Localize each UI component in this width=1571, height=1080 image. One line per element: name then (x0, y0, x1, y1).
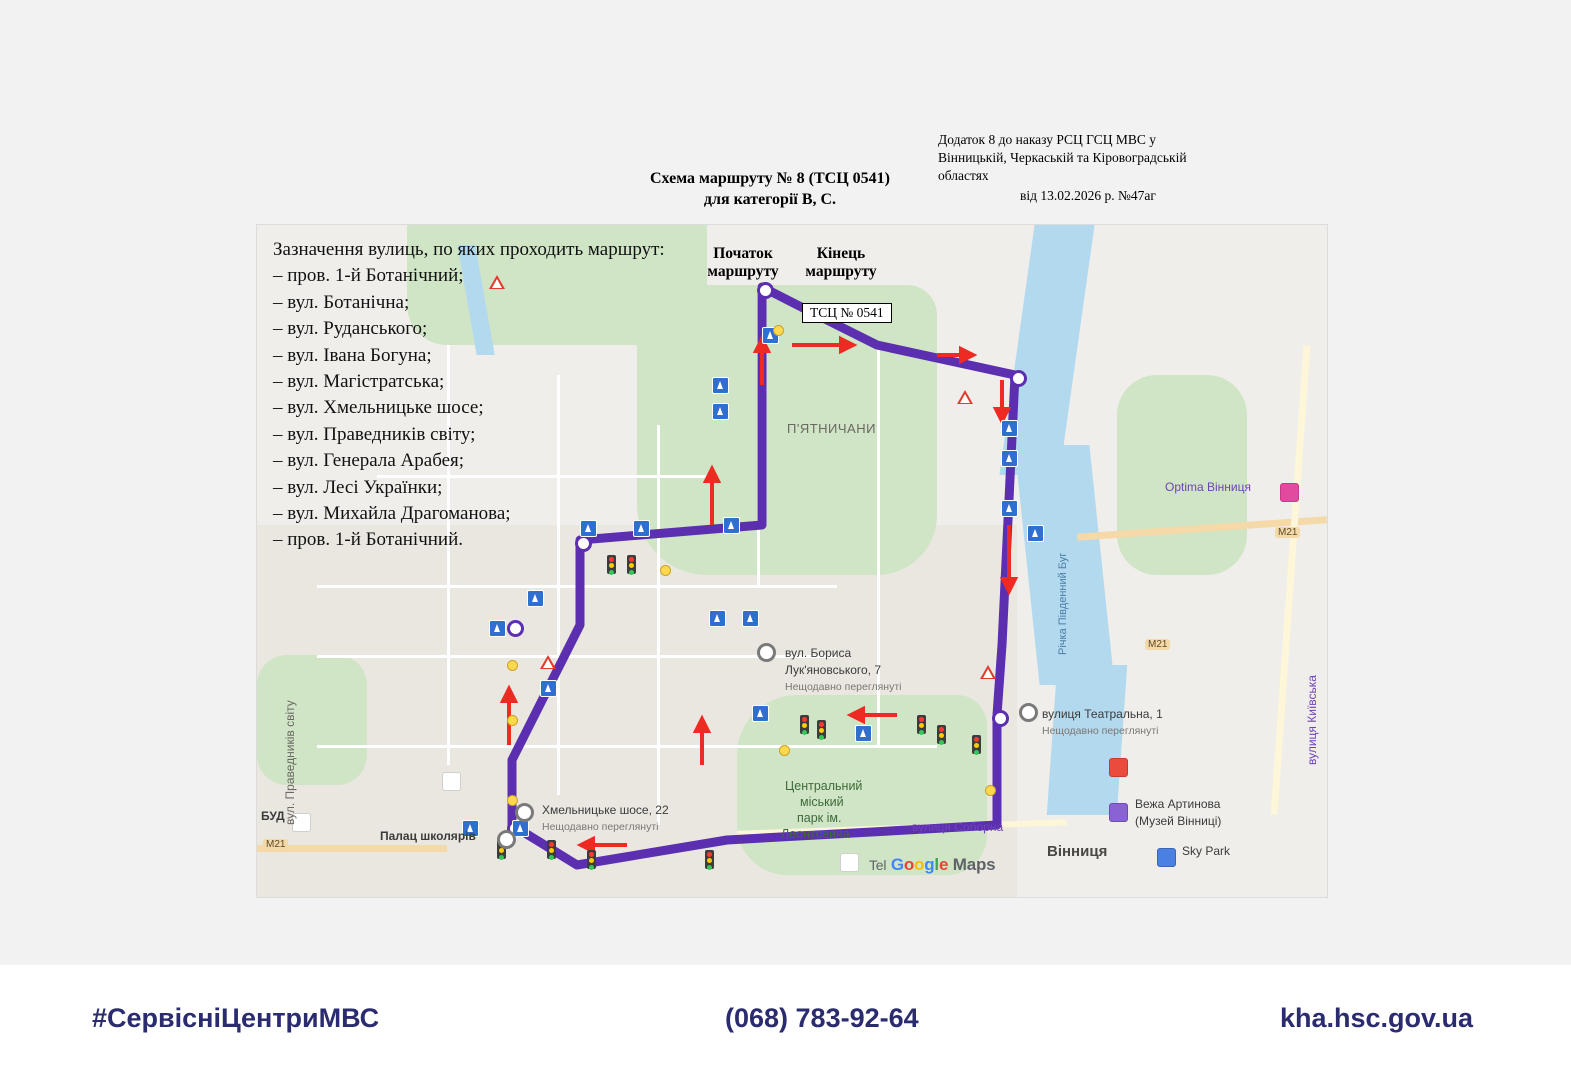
traffic-light-icon (627, 555, 636, 574)
direction-sign-icon (723, 517, 740, 534)
street-list-item: – вул. Івана Богуна; (273, 344, 432, 366)
poi-hospital-icon[interactable] (1109, 758, 1128, 777)
route-stop-marker (773, 325, 784, 336)
end-label-line2: маршруту (805, 263, 877, 280)
traffic-light-icon (917, 715, 926, 734)
route-node-ne (1010, 370, 1027, 387)
street-list-lead: Зазначення вулиць, по яких проходить маршрут: (273, 239, 665, 260)
map-label-khmelnytske-sub: Нещодавно переглянуті (542, 821, 659, 833)
map-label-palats-shkolyariv: Палац школярів (380, 829, 476, 843)
route-map[interactable] (257, 225, 1327, 897)
direction-sign-icon (855, 725, 872, 742)
page-title (560, 168, 980, 210)
direction-sign-icon (489, 620, 506, 637)
direction-sign-icon (1001, 420, 1018, 437)
footer-phone[interactable]: (068) 783-92-64 (725, 1003, 919, 1033)
map-label-lukyanovskoho-sub: Нещодавно переглянуті (785, 681, 902, 693)
appendix-line2: Вінницькій, Черкаській та Кіровоградській (938, 150, 1187, 165)
direction-sign-icon (633, 520, 650, 537)
map-label-park-3: парк ім. (797, 811, 842, 825)
direction-sign-icon (1027, 525, 1044, 542)
footer-hashtag: #СервісніЦентриМВС (92, 1003, 380, 1033)
poi-marker[interactable] (757, 643, 776, 662)
poi-generic-icon[interactable] (840, 853, 859, 872)
start-label-line1: Початок (713, 245, 773, 262)
route-stop-marker (985, 785, 996, 796)
warning-sign-icon (980, 665, 996, 679)
highway-badge-m21-ne: M21 (1275, 527, 1300, 538)
attribution-tel: Tel (869, 857, 887, 873)
highway-badge-m21-west: M21 (263, 839, 288, 850)
route-node-s (507, 620, 524, 637)
traffic-light-icon (972, 735, 981, 754)
footer-bar (0, 965, 1571, 1080)
appendix-block (938, 131, 1238, 205)
street-list-item: – вул. Хмельницьке шосе; (273, 397, 484, 419)
direction-sign-icon (752, 705, 769, 722)
direction-sign-icon (1001, 500, 1018, 517)
direction-sign-icon (709, 610, 726, 627)
map-label-sky-park: Sky Park (1182, 844, 1231, 858)
direction-sign-icon (580, 520, 597, 537)
traffic-light-icon (587, 850, 596, 869)
map-label-pravednykiv: вул. Праведників світу (283, 700, 297, 825)
street-list-item: – вул. Генерала Арабея; (273, 450, 465, 472)
page-title-line1: Схема маршруту № 8 (ТСЦ 0541) (650, 170, 890, 187)
route-endpoints-labels (697, 245, 887, 281)
route-stop-marker (507, 715, 518, 726)
map-label-pyatnychany: П'ЯТНИЧАНИ (787, 421, 876, 436)
highway-badge-m21-east: M21 (1145, 639, 1170, 650)
google-maps-attribution: Tel Google Maps (869, 855, 996, 874)
street-list-item: – пров. 1-й Ботанічний. (273, 529, 464, 551)
map-label-park-1: Центральний (785, 779, 863, 793)
map-label-vezha-artynova-1: Вежа Артинова (1135, 797, 1221, 811)
map-label-teatralna-sub: Нещодавно переглянуті (1042, 725, 1159, 737)
route-stop-marker (507, 795, 518, 806)
footer-website[interactable]: kha.hsc.gov.ua (1279, 1003, 1473, 1033)
poi-marker[interactable] (515, 803, 534, 822)
page-title-line2: для категорії B, C. (703, 191, 837, 208)
poi-museum-icon[interactable] (1109, 803, 1128, 822)
traffic-light-icon (800, 715, 809, 734)
street-list-item: – вул. Магістратська; (273, 371, 445, 393)
map-label-lukyanovskoho-1: вул. Бориса (785, 646, 852, 660)
traffic-light-icon (817, 720, 826, 739)
street-list-item: – вул. Михайла Драгоманова; (273, 503, 511, 525)
map-label-lukyanovskoho-2: Лук'яновського, 7 (785, 663, 882, 677)
appendix-line1: Додаток 8 до наказу РСЦ ГСЦ МВС у (938, 132, 1157, 147)
attribution-maps: Maps (952, 855, 996, 874)
appendix-order: від 13.02.2026 р. №47аг (1020, 188, 1156, 203)
tsc-office-box: ТСЦ № 0541 (802, 303, 892, 323)
map-label-optima: Optima Вінниця (1165, 480, 1252, 494)
start-label-line2: маршруту (707, 263, 779, 280)
route-node-se (992, 710, 1009, 727)
street-list-item: – пров. 1-й Ботанічний; (273, 265, 464, 287)
street-list-item: – вул. Лесі Українки; (273, 476, 443, 498)
end-label-line1: Кінець (816, 245, 866, 262)
traffic-light-icon (547, 840, 556, 859)
direction-sign-icon (712, 403, 729, 420)
poi-generic-icon[interactable] (442, 772, 461, 791)
traffic-light-icon (607, 555, 616, 574)
map-label-vinnytsia: Вінниця (1047, 843, 1108, 860)
map-label-teatralna: вулиця Театральна, 1 (1042, 707, 1163, 721)
direction-sign-icon (712, 377, 729, 394)
route-stop-marker (779, 745, 790, 756)
direction-sign-icon (540, 680, 557, 697)
poi-marker[interactable] (1019, 703, 1038, 722)
street-list-item: – вул. Руданського; (273, 318, 428, 340)
direction-sign-icon (527, 590, 544, 607)
poi-park-icon[interactable] (1157, 848, 1176, 867)
map-label-park-4: Леонтовича (781, 827, 850, 841)
warning-sign-icon (489, 275, 505, 289)
map-label-bud: БУД (261, 809, 285, 823)
direction-sign-icon (742, 610, 759, 627)
direction-sign-icon (1001, 450, 1018, 467)
map-label-park-2: міський (800, 795, 844, 809)
traffic-light-icon (705, 850, 714, 869)
route-stop-marker (660, 565, 671, 576)
street-list-item: – вул. Ботанічна; (273, 291, 410, 313)
map-label-river: Річка Південний Буг (1057, 552, 1069, 655)
poi-shopping-icon[interactable] (1280, 483, 1299, 502)
route-stop-marker (507, 660, 518, 671)
map-label-soborna: вулиця Соборна (912, 820, 1004, 834)
warning-sign-icon (540, 655, 556, 669)
map-label-kyivska: вулиця Київська (1305, 675, 1319, 765)
map-label-khmelnytske: Хмельницьке шосе, 22 (542, 803, 669, 817)
traffic-light-icon (937, 725, 946, 744)
appendix-line3: областях (938, 168, 989, 183)
poi-marker[interactable] (497, 830, 516, 849)
street-list-item: – вул. Праведників світу; (273, 423, 476, 445)
route-node-start (757, 282, 774, 299)
warning-sign-icon (957, 390, 973, 404)
map-label-vezha-artynova-2: (Музей Вінниці) (1135, 814, 1222, 828)
street-list (273, 237, 743, 554)
